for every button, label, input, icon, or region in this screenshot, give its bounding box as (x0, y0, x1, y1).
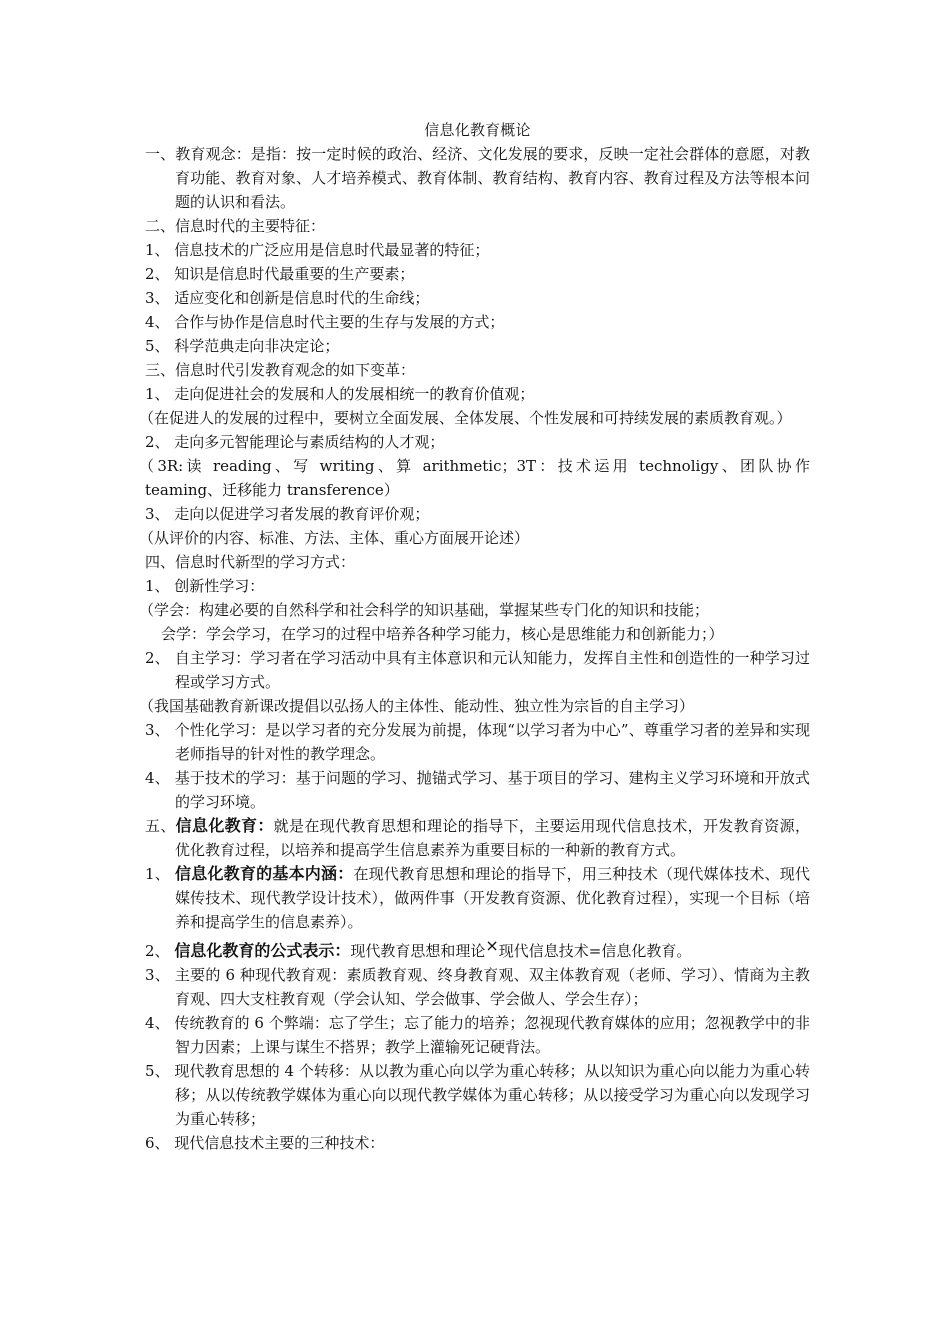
section-5-item-1-term: 信息化教育的基本内涵： (175, 864, 354, 883)
section-2-item-2: 2、 知识是信息时代最重要的生产要素； (145, 265, 415, 283)
section-1-paragraph: 一、教育观念：是指：按一定时候的政治、经济、文化发展的要求，反映一定社会群体的意愿，对教育功能、教育对象、人才培养模式、教育体制、教育结构、教育内容、教育过程及方法等根本问题的认识和看法。 (145, 145, 810, 211)
section-5-item-6: 6、 现代信息技术主要的三种技术： (145, 1134, 385, 1152)
section-4-item-1: 1、 创新性学习： (145, 577, 265, 595)
section-5-item-1-text: 在现代教育思想和理论的指导下，用三种技术（现代媒体技术、现代媒传技术、现代教学设计技术），做两件事（开发教育资源、优化教育过程），实现一个目标（培养和提高学生的信息素养）。 (175, 865, 810, 931)
section-5-prefix: 五、 (145, 817, 176, 835)
section-4-item-2-note: （我国基础教育新课改提倡以弘扬人的主体性、能动性、独立性为宗旨的自主学习） (139, 697, 695, 715)
section-3-item-3: 3、 走向以促进学习者发展的教育评价观； (145, 505, 430, 523)
section-4-item-1-note-b: 会学：学会学习，在学习的过程中培养各种学习能力，核心是思维能力和创新能力；） (161, 625, 724, 643)
section-3-item-3-note: （从评价的内容、标准、方法、主体、重心方面展开论述） (139, 529, 530, 547)
document-page (139, 118, 810, 1155)
section-3-item-2-note: （3R:读 reading、写 writing、算 arithmetic；3T：技术运用 technoligy、团队协作 teaming、迁移能力 transference） (139, 457, 810, 499)
section-5-item-3: 3、 主要的 6 种现代教育观：素质教育观、终身教育观、双主体教育观（老师、学习）、情商为主教育观、四大支柱教育观（学会认知、学会做事、学会做人、学会生存）； (145, 966, 810, 1008)
section-5-paragraph (145, 814, 810, 862)
section-5-item-1-prefix: 1、 (145, 865, 175, 883)
document-title: 信息化教育概论 (424, 121, 531, 139)
section-5-term: 信息化教育： (175, 816, 274, 835)
section-4-item-4: 4、 基于技术的学习：基于问题的学习、抛锚式学习、基于项目的学习、建构主义学习环境和开放式的学习环境。 (145, 769, 810, 811)
section-4-item-2: 2、 自主学习：学习者在学习活动中具有主体意识和元认知能力，发挥自主性和创造性的一种学习过程或学习方式。 (145, 649, 810, 691)
section-3-heading: 三、信息时代引发教育观念的如下变革： (145, 361, 416, 379)
section-3-item-1: 1、 走向促进社会的发展和人的发展相统一的教育价值观； (145, 385, 535, 403)
section-5-item-1 (145, 862, 810, 934)
section-5-item-2-text-b: 现代信息技术=信息化教育。 (498, 942, 692, 960)
section-2-heading: 二、信息时代的主要特征： (145, 217, 326, 235)
section-3-item-2: 2、 走向多元智能理论与素质结构的人才观； (145, 433, 445, 451)
section-5-item-4: 4、 传统教育的 6 个弊端：忘了学生；忘了能力的培养；忽视现代教育媒体的应用；忽视教学中的非智力因素；上课与谋生不搭界；教学上灌输死记硬背法。 (145, 1014, 810, 1056)
multiply-sign: × (485, 936, 499, 955)
section-2-item-5: 5、 科学范典走向非决定论； (145, 337, 340, 355)
section-5-item-2 (145, 934, 810, 963)
section-5-text: 就是在现代教育思想和理论的指导下，主要运用现代信息技术，开发教育资源，优化教育过程，以培养和提高学生信息素养为重要目标的一种新的教育方式。 (175, 817, 810, 859)
section-2-item-3: 3、 适应变化和创新是信息时代的生命线； (145, 289, 430, 307)
section-4-item-1-note-a: （学会：构建必要的自然科学和社会科学的知识基础，掌握某些专门化的知识和技能； (139, 601, 710, 619)
section-5-item-2-text-a: 现代教育思想和理论 (350, 942, 486, 960)
section-4-heading: 四、信息时代新型的学习方式： (145, 553, 356, 571)
section-2-item-4: 4、 合作与协作是信息时代主要的生存与发展的方式； (145, 313, 505, 331)
section-5-item-5: 5、 现代教育思想的 4 个转移：从以教为重心向以学为重心转移；从以知识为重心向以能力为重心转移；从以传统教学媒体为重心向以现代教学媒体为重心转移；从以接受学习为重心向以发现学习为重心转移； (145, 1062, 810, 1128)
section-4-item-3: 3、 个性化学习：是以学习者的充分发展为前提，体现“以学习者为中心”、尊重学习者的差异和实现老师指导的针对性的教学理念。 (145, 721, 810, 763)
section-3-item-1-note: （在促进人的发展的过程中，要树立全面发展、全体发展、个性发展和可持续发展的素质教育观。） (139, 409, 792, 427)
section-5-item-2-term: 信息化教育的公式表示： (174, 941, 351, 960)
section-5-item-2-prefix: 2、 (145, 942, 175, 960)
section-2-item-1: 1、 信息技术的广泛应用是信息时代最显著的特征； (145, 241, 490, 259)
